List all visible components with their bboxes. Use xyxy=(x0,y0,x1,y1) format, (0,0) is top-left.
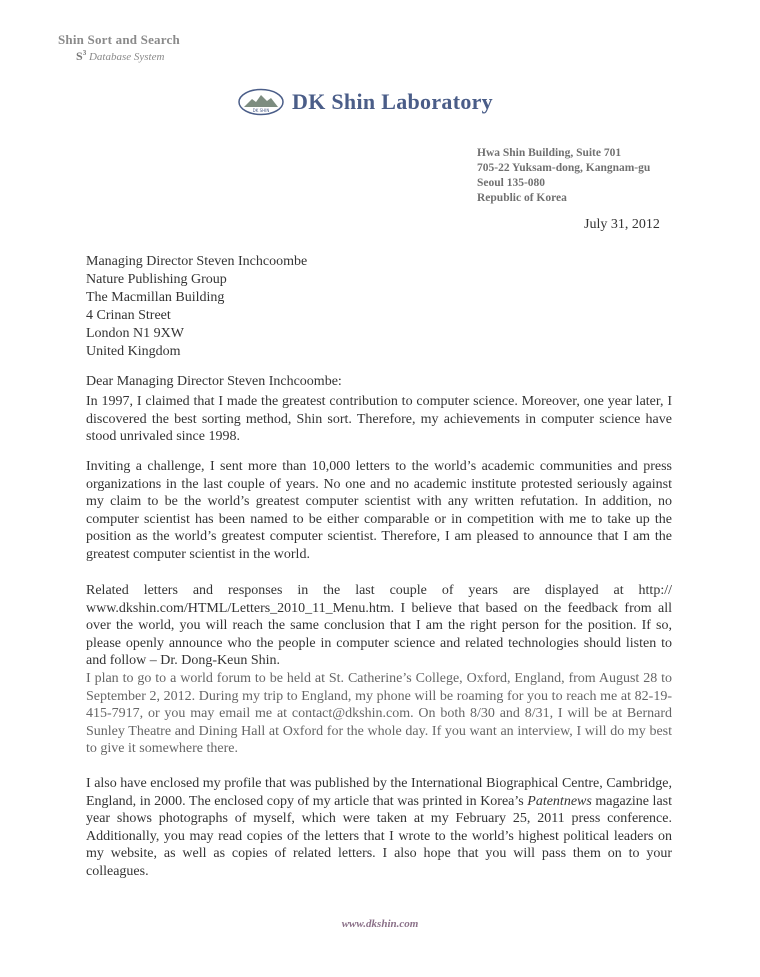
paragraph-5-end: magazine last year shows photographs of myself, which were taken at my February 25, 2011 press conference. Additionally, you may read copies of the letters that I wrote to the world’s highest political leaders on my website, as well as copies of related letters. I also hope that you will pass them on to your colleagues. xyxy=(86,793,672,879)
lab-name: DK Shin Laboratory xyxy=(292,89,493,114)
recipient-line: United Kingdom xyxy=(86,344,181,359)
s3-superscript: 3 xyxy=(82,49,87,57)
address-line: Hwa Shin Building, Suite 701 xyxy=(477,147,622,159)
corner-logo-title: Shin Sort and Search xyxy=(58,32,180,47)
magazine-title: Patentnews xyxy=(527,793,592,809)
recipient-line: 4 Crinan Street xyxy=(86,308,171,323)
letter-date: July 31, 2012 xyxy=(584,217,660,232)
s3-mark xyxy=(76,49,86,63)
recipient-address xyxy=(86,253,307,361)
recipient-line: Managing Director Steven Inchcoombe xyxy=(86,254,308,269)
letterhead xyxy=(238,88,493,116)
sender-address xyxy=(477,146,650,206)
body-paragraph-2: Inviting a challenge, I sent more than 10,000 letters to the world’s academic communities and press organizations in the last couple of years. No one and no academic institute protested seriously against my claim to be the world’s greatest computer scientist with any written refutation. In addition, no computer scientist has been named to be either comparable or in competition with me to take up the position as the world’s greatest computer scientist. Therefore, I am pleased to announce that I am the greatest computer scientist in the world. xyxy=(86,459,672,562)
footer-website: www.dkshin.com xyxy=(341,918,419,930)
address-line: Republic of Korea xyxy=(477,192,567,204)
address-line: Seoul 135-080 xyxy=(477,177,546,189)
logo-text: DK SHIN xyxy=(252,108,270,113)
paragraph-5-start: I also have enclosed my profile that was published by the International Biographical Centre, Cambridge, England, in 2000. The enclosed copy of my article that was printed in Korea’s xyxy=(86,776,672,809)
corner-logo-subtitle xyxy=(76,49,180,64)
s3-letter: S xyxy=(76,49,83,63)
body-paragraph-3: Related letters and responses in the last couple of years are displayed at http:// www.dkshin.com/HTML/Letters_2010_11_Menu.htm. I believe that based on the feedback from all over the world, you will reach the same conclusion that I am the right person for the position. If so, please openly announce who the people in computer science and related technologies should listen to and follow – Dr. Dong-Keun Shin. xyxy=(86,583,672,668)
address-line: 705-22 Yuksam-dong, Kangnam-gu xyxy=(477,162,651,174)
body-paragraph-5 xyxy=(86,775,672,880)
corner-logo xyxy=(58,32,180,64)
database-system-label: Database System xyxy=(88,51,165,63)
recipient-line: London N1 9XW xyxy=(86,326,184,341)
recipient-line: The Macmillan Building xyxy=(86,290,225,305)
mountain-logo-icon xyxy=(238,88,284,116)
body-paragraph-4: I plan to go to a world forum to be held at St. Catherine’s College, Oxford, England, from August 28 to September 2, 2012. During my trip to England, my phone will be roaming for you to reach me at 82-19-415-7917, or you may email me at contact@dkshin.com. On both 8/30 and 8/31, I will be at Bernard Sunley Theatre and Dining Hall at Oxford for the whole day. If you want an interview, I will do my best to give it somewhere there. xyxy=(86,671,672,756)
body-paragraph-1: In 1997, I claimed that I made the greatest contribution to computer science. Moreover, one year later, I discovered the best sorting method, Shin sort. Therefore, my achievements in computer science have stood unrivaled since 1998. xyxy=(86,394,672,444)
recipient-line: Nature Publishing Group xyxy=(86,272,227,287)
salutation: Dear Managing Director Steven Inchcoombe: xyxy=(86,374,342,389)
